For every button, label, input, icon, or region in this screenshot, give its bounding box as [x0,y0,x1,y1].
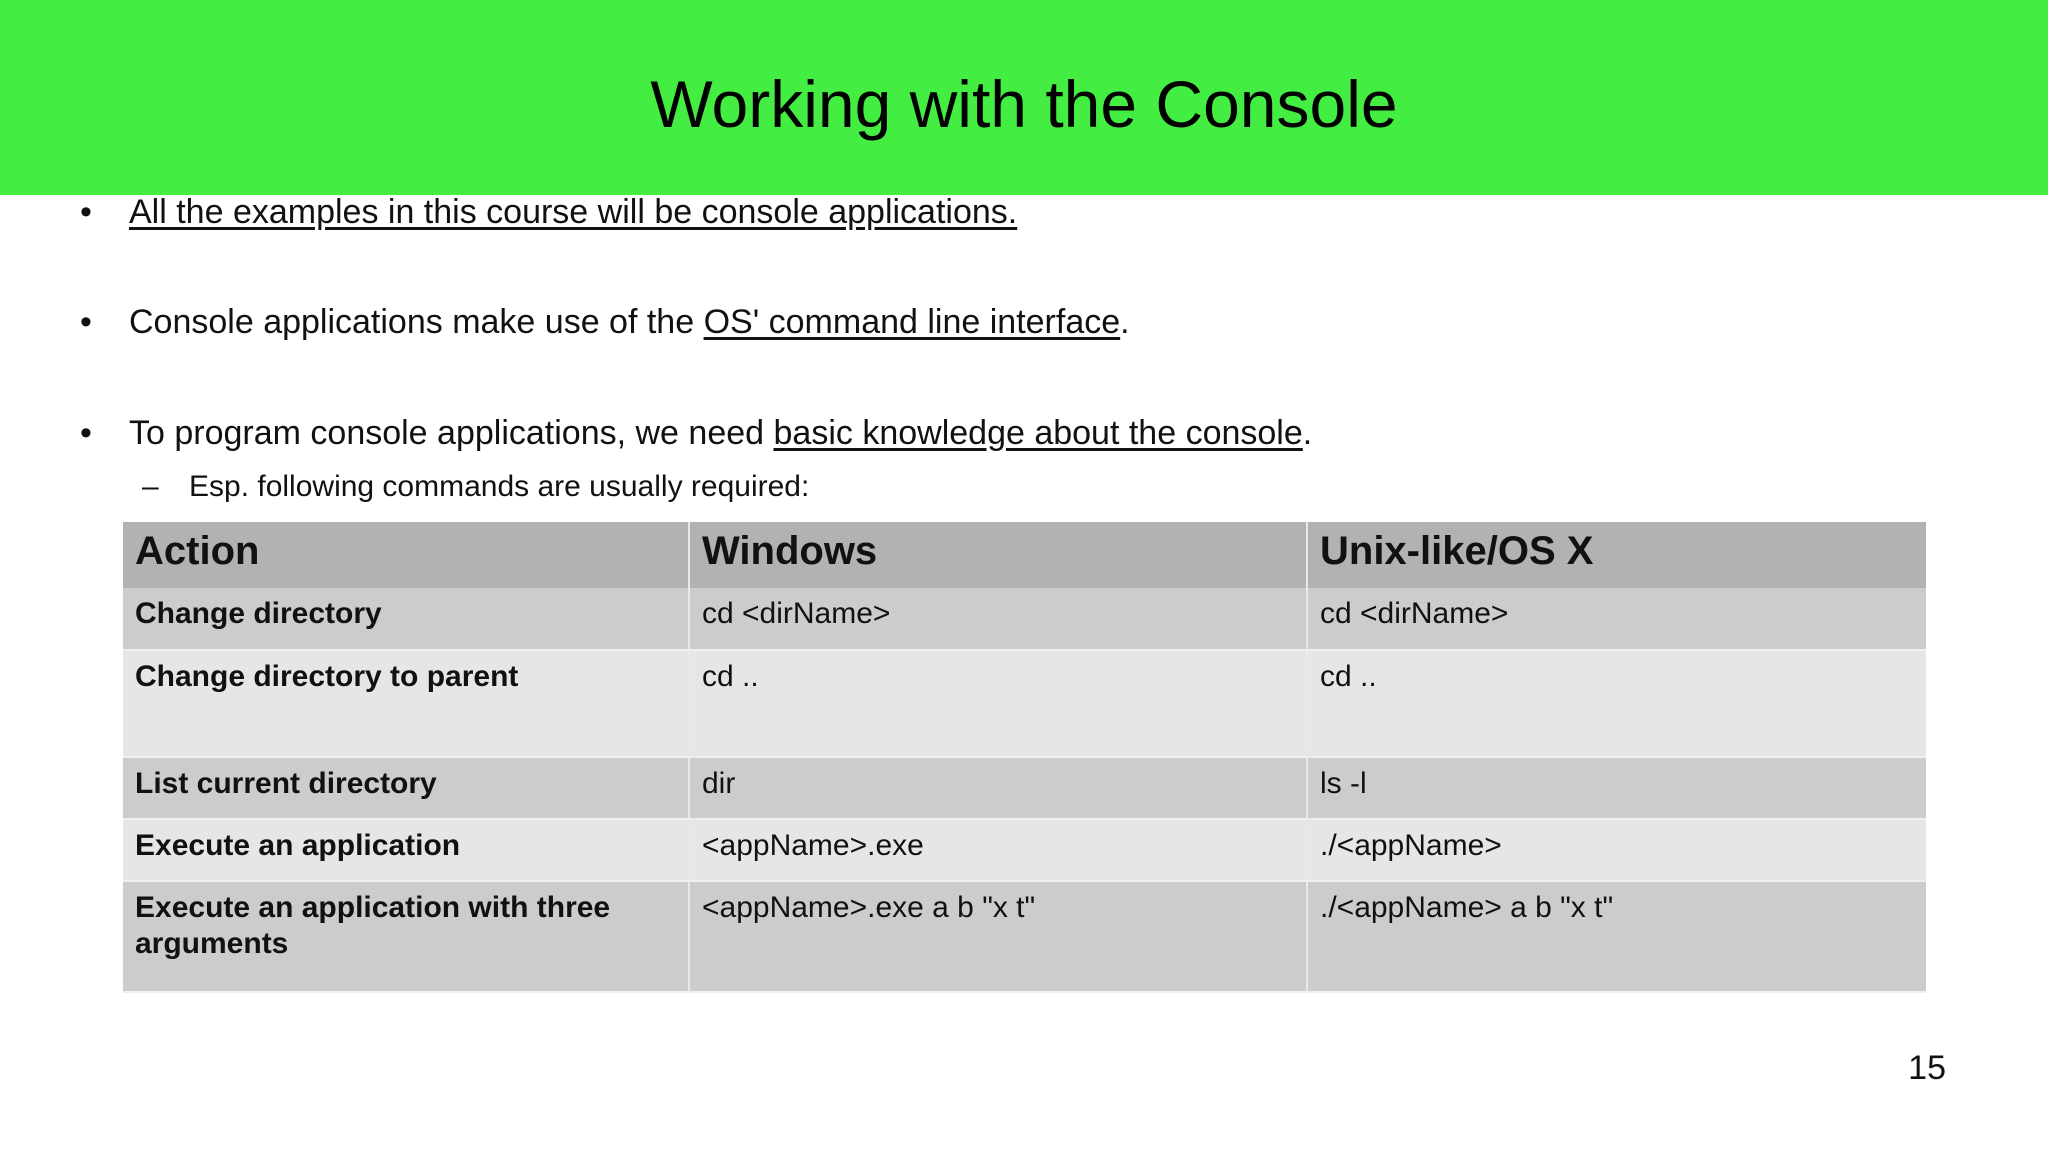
sub-bullet-dash: – [142,470,159,503]
bullet-dot: • [80,414,92,452]
slide-title: Working with the Console [650,67,1398,141]
bullet-text: To program console applications, we need basic knowledge about the console. [129,414,1313,452]
table-row [123,881,1926,992]
windows-cell: <appName>.exe a b "x t" [689,881,1307,992]
unix-cell: ./<appName> a b "x t" [1307,881,1926,992]
bullet-dot: • [80,193,92,231]
bullet-dot: • [80,303,92,341]
unix-cell: cd <dirName> [1307,588,1926,650]
header-action: Action [123,522,689,588]
action-cell: Execute an application [123,819,689,881]
table-row [123,588,1926,650]
bullet-link[interactable]: OS' command line interface [703,303,1121,341]
table-header-row [123,522,1926,588]
bullet-link[interactable]: basic knowledge about the console [773,414,1303,452]
sub-bullet-text: Esp. following commands are usually required: [189,470,810,503]
bullet-text: Console applications make use of the OS' command line interface. [129,303,1130,341]
commands-table [123,522,1926,993]
action-cell: List current directory [123,757,689,819]
action-cell: Execute an application with three arguments [123,881,689,992]
table-row [123,650,1926,757]
action-cell: Change directory to parent [123,650,689,757]
table-row [123,757,1926,819]
unix-cell: cd .. [1307,650,1926,757]
windows-cell: cd <dirName> [689,588,1307,650]
unix-cell: ls -l [1307,757,1926,819]
windows-cell: dir [689,757,1307,819]
bullet-text [129,192,1017,232]
unix-cell: ./<appName> [1307,819,1926,881]
header-unix: Unix-like/OS X [1307,522,1926,588]
page-number: 15 [1908,1049,1946,1087]
bullet-link[interactable]: All the examples in this course will be console applications. [129,193,1018,231]
header-windows: Windows [689,522,1307,588]
windows-cell: <appName>.exe [689,819,1307,881]
table-row [123,819,1926,881]
action-cell: Change directory [123,588,689,650]
windows-cell: cd .. [689,650,1307,757]
